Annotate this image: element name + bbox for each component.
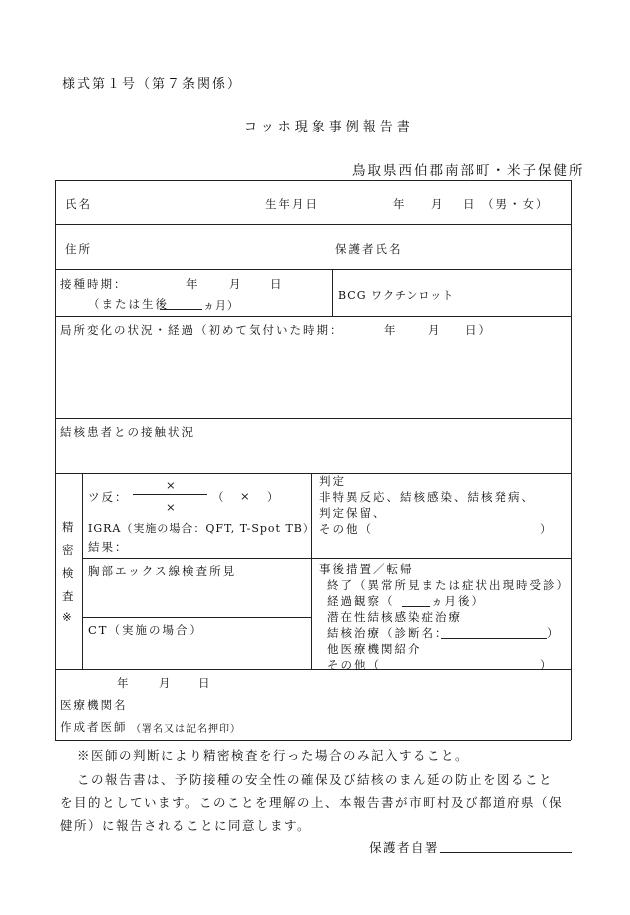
- after-measures-title: 事後措置／転帰: [319, 562, 414, 576]
- after-referral: 他医療機関紹介: [327, 642, 422, 656]
- after-observe-prefix: 経過観察（: [327, 594, 395, 608]
- tuberculin-times-bottom: ×: [166, 500, 178, 514]
- judgement-options-2: 判定保留、: [319, 506, 387, 520]
- after-observe-suffix: ヵ月後）: [431, 594, 485, 608]
- health-office: 鳥取県西伯郡南部町・米子保健所: [352, 163, 585, 179]
- paren-times: ×: [240, 489, 252, 503]
- address-label: 住所: [65, 242, 92, 256]
- guardian-signature-line[interactable]: [440, 852, 572, 853]
- consent-line-1: この報告書は、予防接種の安全性の確保及び結核のまん延の防止を図ること: [77, 772, 554, 787]
- noticed-year-label: 年: [384, 323, 398, 337]
- name-label: 氏名: [65, 197, 92, 211]
- igra-label: IGRA（実施の場合：QFT, T-Spot TB）: [88, 522, 315, 535]
- report-month-label: 月: [159, 676, 173, 690]
- tuberculin-times-top: ×: [166, 478, 178, 492]
- asterisk-note: ※医師の判断により精密検査を行った場合のみ記入すること。: [77, 748, 470, 763]
- guardian-name-label: 保護者氏名: [335, 242, 403, 256]
- exam-side-3: 検: [62, 566, 76, 580]
- birth-month-label: 月: [431, 197, 445, 211]
- paren-close: ）: [267, 490, 281, 504]
- hospital-name-label: 医療機関名: [60, 698, 128, 712]
- noticed-day-label: 日）: [465, 323, 492, 337]
- judgement-options-1: 非特異反応、結核感染、結核発病、: [319, 490, 535, 504]
- bcg-lot-label: BCG ワクチンロット: [338, 289, 455, 302]
- after-end: 終了（異常所見または症状出現時受診）: [327, 578, 570, 592]
- birth-day-label: 日: [463, 197, 477, 211]
- birth-year-label: 年: [393, 197, 407, 211]
- paren-open: （: [212, 490, 226, 504]
- guardian-signature-label: 保護者自署: [369, 840, 440, 855]
- form-number: 様式第１号（第７条関係）: [62, 77, 243, 92]
- local-change-label: 局所変化の状況・経過（初めて気付いた時期：: [60, 323, 344, 337]
- contact-status-label: 結核患者との接触状況: [60, 425, 195, 439]
- diagnosis-blank[interactable]: [441, 638, 547, 639]
- consent-line-3: 健所）に報告されることに同意します。: [60, 818, 312, 833]
- age-months-prefix: （または生後: [88, 297, 169, 311]
- age-months-suffix: ヵ月）: [203, 299, 239, 312]
- tuberculin-label: ツ反：: [88, 490, 129, 504]
- after-tb-treatment-prefix: 結核治療（診断名：: [327, 626, 449, 640]
- exam-side-5: ※: [62, 610, 74, 624]
- exam-side-2: 密: [62, 543, 76, 557]
- vacc-year-label: 年: [186, 277, 200, 291]
- judgement-other: その他（: [319, 522, 373, 536]
- vaccination-time-label: 接種時期：: [60, 277, 128, 291]
- exam-side-1: 精: [62, 520, 76, 534]
- document-title: コッホ現象事例報告書: [244, 120, 414, 135]
- birthdate-label: 生年月日: [265, 197, 319, 211]
- chest-xray-label: 胸部エックス線検査所見: [88, 564, 237, 578]
- consent-line-2: を目的としています。このことを理解の上、本報告書が市町村及び都道府県（保: [60, 795, 564, 810]
- vacc-day-label: 日: [270, 277, 284, 291]
- after-other: その他（: [327, 658, 381, 672]
- after-tb-treatment-close: ）: [547, 626, 561, 640]
- tuberculin-fraction-line: [133, 494, 207, 495]
- doctor-label: 作成者医師: [60, 720, 128, 734]
- judgement-title: 判定: [319, 474, 346, 488]
- judgement-other-close: ）: [540, 522, 554, 536]
- noticed-month-label: 月: [428, 323, 442, 337]
- exam-side-4: 査: [62, 589, 76, 603]
- age-months-blank[interactable]: [160, 309, 202, 310]
- result-label: 結果：: [88, 540, 129, 554]
- report-year-label: 年: [117, 676, 131, 690]
- after-other-close: ）: [540, 658, 554, 672]
- doctor-sign-note: （署名又は記名押印）: [131, 724, 241, 735]
- observe-months-blank[interactable]: [402, 606, 430, 607]
- ct-label: CT（実施の場合）: [88, 623, 203, 637]
- report-day-label: 日: [198, 676, 212, 690]
- after-latent-treatment: 潜在性結核感染症治療: [327, 610, 462, 624]
- sex-label: （男・女）: [482, 197, 550, 211]
- vacc-month-label: 月: [229, 277, 243, 291]
